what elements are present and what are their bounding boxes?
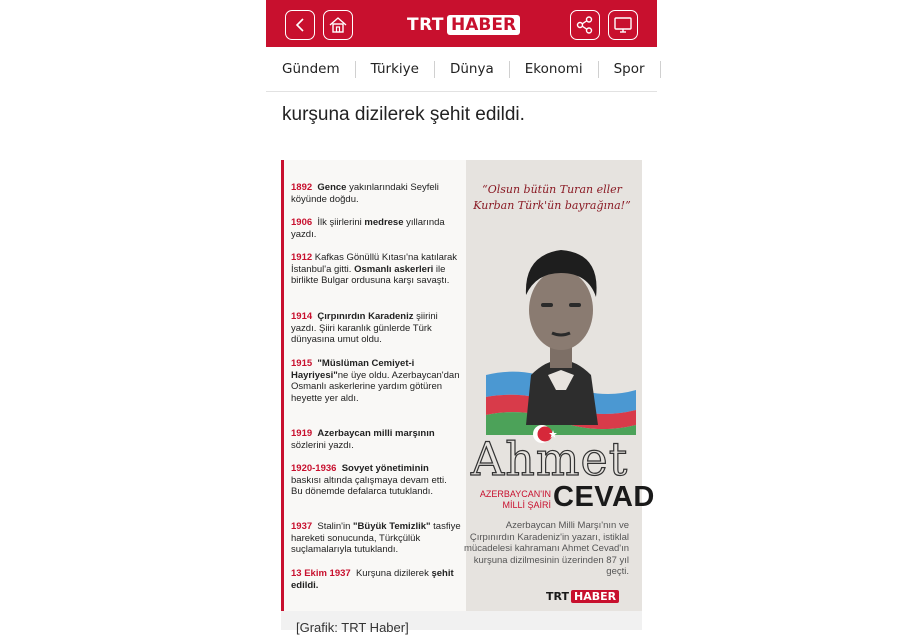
mobile-viewport bbox=[266, 0, 657, 635]
name-last: CEVAD bbox=[553, 481, 655, 513]
nav-item-spor[interactable]: Spor bbox=[599, 61, 661, 78]
image-caption: [Grafik: TRT Haber] bbox=[281, 611, 642, 630]
poem-quote: “Olsun bütün Turan eller Kurban Türk'ün bayrağına!” bbox=[473, 183, 631, 212]
top-bar bbox=[266, 0, 657, 47]
article-paragraph: kurşuna dizilerek şehit edildi. bbox=[282, 104, 525, 125]
tv-button[interactable] bbox=[608, 10, 638, 40]
nav-item-dunya[interactable]: Dünya bbox=[435, 61, 510, 78]
back-button[interactable] bbox=[285, 10, 315, 40]
tv-icon bbox=[613, 16, 633, 34]
timeline-entry: 1892 Gence yakınlarındaki Seyfeli köyünde doğdu. bbox=[291, 182, 439, 205]
infographic-image[interactable] bbox=[281, 160, 655, 611]
timeline-entry: 1906 İlk şiirlerini medrese yıllarında yazdı. bbox=[291, 217, 445, 240]
infographic-logo: TRT HABER bbox=[546, 590, 619, 603]
logo-trt: TRT bbox=[407, 15, 445, 35]
nav-item-gundem[interactable]: Gündem bbox=[266, 61, 356, 78]
name-first: Ahmet bbox=[471, 432, 629, 486]
timeline-entry: 13 Ekim 1937 Kurşuna dizilerek şehit edildi. bbox=[291, 568, 454, 591]
infographic-description: Azerbaycan Milli Marşı'nın ve Çırpınırdın Karadeniz'in yazarı, istiklal mücadelesi kahramanı Ahmet Cevad'ın kurşuna dizilmesinin üzerinden 87 yıl geçti. bbox=[464, 520, 629, 577]
home-icon bbox=[328, 16, 348, 34]
home-button[interactable] bbox=[323, 10, 353, 40]
poet-subtitle: AZERBAYCAN'IN MİLLİ ŞAİRİ bbox=[479, 489, 551, 510]
back-icon bbox=[293, 17, 307, 33]
timeline-entry: 1937 Stalin'in "Büyük Temizlik" tasfiye hareketi sonucunda, Türkçülük suçlamalarıyla tutuklandı. bbox=[291, 521, 461, 555]
share-icon bbox=[575, 15, 595, 35]
timeline-entry: 1920-1936 Sovyet yönetiminin baskısı altında çalışmaya devam etti. Bu dönemde defalarca tutuklandı. bbox=[291, 463, 447, 497]
portrait-illustration bbox=[486, 225, 636, 435]
nav-item-turkiye[interactable]: Türkiye bbox=[356, 61, 435, 78]
nav-item-ekonomi[interactable]: Ekonomi bbox=[510, 61, 599, 78]
timeline-entry: 1912 Kafkas Gönüllü Kıtası'na katılarak İstanbul'a gitti. Osmanlı askerleri ile birlikte Bulgar ordusuna karşı savaştı. bbox=[291, 252, 458, 286]
category-nav bbox=[266, 47, 657, 92]
trt-haber-logo[interactable] bbox=[407, 14, 520, 36]
timeline-entry: 1914 Çırpınırdın Karadeniz şiirini yazdı. Şiiri karanlık günlerde Türk dünyasına umut oldu. bbox=[291, 311, 438, 345]
logo-haber: HABER bbox=[447, 15, 520, 35]
timeline-entry: 1915 "Müslüman Cemiyet-i Hayriyesi"ne üye oldu. Azerbaycan'dan Osmanlı askerlerine yardım götüren heyette yer aldı. bbox=[291, 358, 460, 404]
timeline-entry: 1919 Azerbaycan milli marşının sözlerini yazdı. bbox=[291, 428, 435, 451]
share-button[interactable] bbox=[570, 10, 600, 40]
